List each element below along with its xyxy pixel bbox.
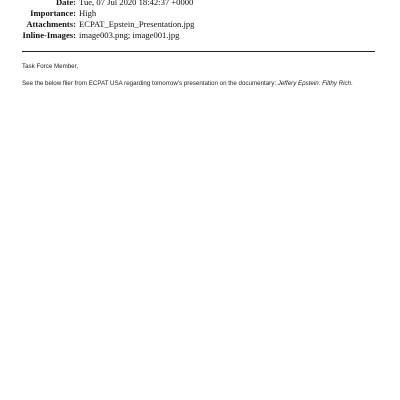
documentary-title: Jeffery Epstein: Filthy Rich — [277, 80, 352, 87]
header-row-inline-images — [0, 30, 400, 41]
header-label-date: Date: — [55, 0, 76, 7]
header-label-importance: Importance: — [30, 8, 76, 18]
header-row-date — [0, 0, 400, 8]
header-row-attachments — [0, 19, 400, 30]
email-greeting: Task Force Member, — [22, 63, 79, 70]
header-label-attachments: Attachments: — [26, 19, 76, 29]
header-row-importance — [0, 8, 400, 19]
header-value-date: Tue, 07 Jul 2020 18:42:37 +0000 — [79, 0, 194, 7]
email-body-paragraph — [22, 80, 382, 88]
header-value-importance: High — [79, 8, 97, 18]
header-divider — [22, 51, 375, 52]
attachment-link[interactable]: ECPAT_Epstein_Presentation.jpg — [79, 19, 195, 29]
email-body-end: . — [351, 80, 353, 87]
email-body-text: See the below flier from ECPAT USA regarding tomorrow’s presentation on the documentary: — [22, 80, 278, 87]
header-label-inline-images: Inline-Images: — [22, 30, 76, 40]
email-header-block — [0, 0, 400, 41]
header-value-inline-images: image003.png; image001.jpg — [79, 30, 180, 40]
